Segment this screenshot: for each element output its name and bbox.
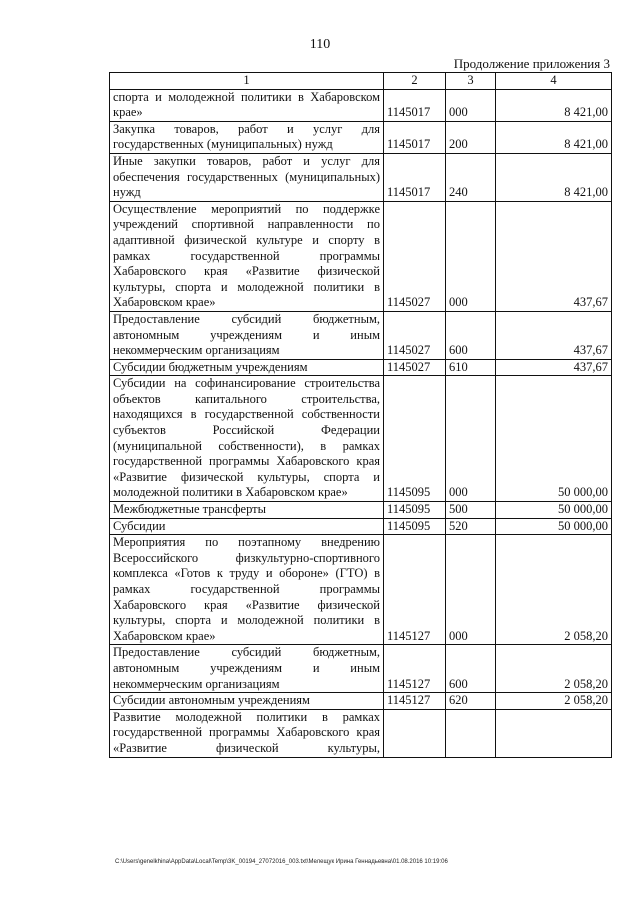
row-expense-type: 240 (446, 153, 496, 201)
row-expense-type: 000 (446, 89, 496, 121)
row-amount: 8 421,00 (496, 153, 612, 201)
row-code: 1145095 (384, 502, 446, 519)
row-amount: 437,67 (496, 359, 612, 376)
row-code: 1145095 (384, 518, 446, 535)
table-row (110, 153, 612, 201)
row-code: 1145017 (384, 121, 446, 153)
table-row (110, 645, 612, 693)
table-row (110, 535, 612, 645)
row-name: Мероприятия по поэтапному внедрению Всероссийского физкультурно-спортивного комплекса «Готов к труду и обороне» (ГТО) в рамках государственной программы Хабаровского края «Развитие физической культуры, спорта и молодежной политики в Хабаровском крае» (110, 535, 384, 645)
row-expense-type: 600 (446, 311, 496, 359)
row-code (384, 709, 446, 757)
row-expense-type: 610 (446, 359, 496, 376)
table-row (110, 121, 612, 153)
row-amount: 2 058,20 (496, 693, 612, 710)
row-name: Предоставление субсидий бюджетным, автономным учреждениям и иным некоммерческим организациям (110, 311, 384, 359)
row-code: 1145017 (384, 89, 446, 121)
row-expense-type: 600 (446, 645, 496, 693)
column-header: 2 (384, 73, 446, 90)
table-header-row (110, 73, 612, 90)
row-expense-type: 000 (446, 201, 496, 311)
row-amount: 50 000,00 (496, 518, 612, 535)
row-expense-type (446, 709, 496, 757)
row-name: Субсидии бюджетным учреждениям (110, 359, 384, 376)
row-expense-type: 520 (446, 518, 496, 535)
column-header: 1 (110, 73, 384, 90)
row-amount: 8 421,00 (496, 121, 612, 153)
continuation-label: Продолжение приложения 3 (453, 56, 610, 71)
table-row (110, 693, 612, 710)
row-amount (496, 709, 612, 757)
row-name: спорта и молодежной политики в Хабаровском крае» (110, 89, 384, 121)
row-name: Субсидии автономным учреждениям (110, 693, 384, 710)
row-expense-type: 500 (446, 502, 496, 519)
row-expense-type: 620 (446, 693, 496, 710)
table-row (110, 502, 612, 519)
row-code: 1145027 (384, 311, 446, 359)
row-name: Развитие молодежной политики в рамках государственной программы Хабаровского края «Развитие физической культуры, (110, 709, 384, 757)
table-row (110, 89, 612, 121)
row-amount: 2 058,20 (496, 645, 612, 693)
row-name: Предоставление субсидий бюджетным, автономным учреждениям и иным некоммерческим организациям (110, 645, 384, 693)
row-name: Субсидии на софинансирование строительства объектов капитального строительства, находящихся в государственной собственности субъектов Российской Федерации (муниципальной собственности), в рамках государственной программы Хабаровского края «Развитие физической культуры, спорта и молодежной политики в Хабаровском крае» (110, 376, 384, 502)
row-expense-type: 000 (446, 535, 496, 645)
column-header: 3 (446, 73, 496, 90)
row-amount: 437,67 (496, 311, 612, 359)
row-amount: 50 000,00 (496, 376, 612, 502)
table-row (110, 359, 612, 376)
row-code: 1145027 (384, 201, 446, 311)
budget-table (109, 72, 612, 758)
row-name: Иные закупки товаров, работ и услуг для обеспечения государственных (муниципальных) нужд (110, 153, 384, 201)
row-code: 1145017 (384, 153, 446, 201)
row-amount: 50 000,00 (496, 502, 612, 519)
table-row (110, 311, 612, 359)
row-amount: 2 058,20 (496, 535, 612, 645)
column-header: 4 (496, 73, 612, 90)
row-expense-type: 200 (446, 121, 496, 153)
row-expense-type: 000 (446, 376, 496, 502)
table-row (110, 201, 612, 311)
table-row (110, 709, 612, 757)
page-number: 110 (309, 37, 331, 52)
row-amount: 8 421,00 (496, 89, 612, 121)
table-row (110, 518, 612, 535)
row-code: 1145127 (384, 645, 446, 693)
row-name: Закупка товаров, работ и услуг для государственных (муниципальных) нужд (110, 121, 384, 153)
row-code: 1145095 (384, 376, 446, 502)
row-amount: 437,67 (496, 201, 612, 311)
row-name: Межбюджетные трансферты (110, 502, 384, 519)
file-path-footer: C:\Users\genelkhina\AppData\Local\Temp\3K_00194_27072016_003.txt\Мелещук Ирина Геннадьевна\01.08.2016 10:19:06 (115, 859, 448, 865)
row-name: Осуществление мероприятий по поддержке учреждений спортивной направленности по адаптивной физической культуре и спорту в рамках государственной программы Хабаровского края «Развитие физической культуры, спорта и молодежной политики в Хабаровском крае» (110, 201, 384, 311)
row-code: 1145127 (384, 693, 446, 710)
table-row (110, 376, 612, 502)
row-code: 1145127 (384, 535, 446, 645)
row-code: 1145027 (384, 359, 446, 376)
row-name: Субсидии (110, 518, 384, 535)
